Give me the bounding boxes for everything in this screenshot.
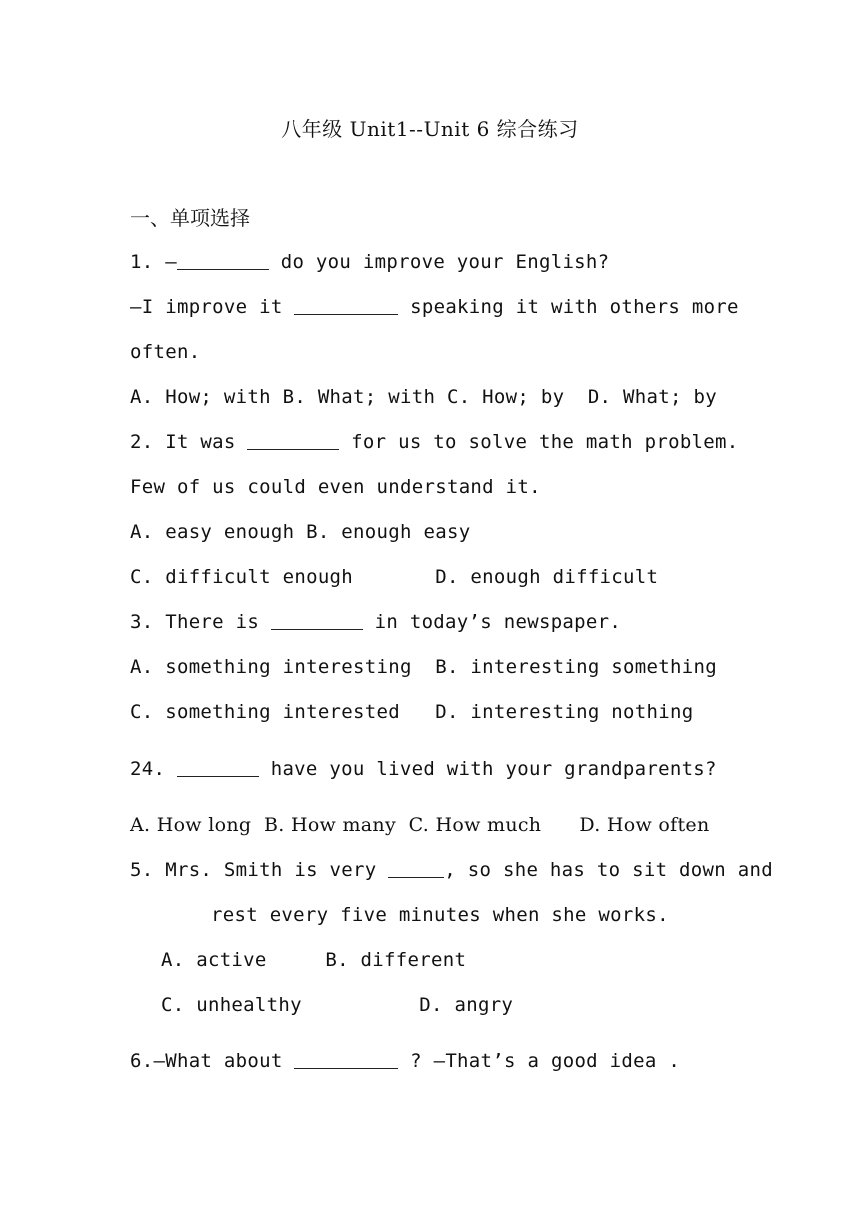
question-1-line-2-text: —I improve it bbox=[130, 296, 295, 318]
question-3-options-2: C. something interested D. interesting nothing bbox=[130, 701, 694, 723]
section-heading: 一、单项选择 bbox=[130, 206, 250, 230]
question-4-text: 24. bbox=[130, 758, 177, 780]
question-5-rest: , so she has to sit down and bbox=[444, 859, 773, 881]
answer-blank bbox=[388, 859, 444, 878]
question-1-text: do you improve your English? bbox=[268, 251, 610, 273]
question-2 bbox=[130, 431, 739, 453]
answer-blank bbox=[294, 1050, 398, 1069]
question-6-rest: ? –That’s a good idea . bbox=[398, 1050, 681, 1072]
question-6-text: 6.—What about bbox=[130, 1050, 295, 1072]
question-1-number: 1. — bbox=[130, 251, 177, 273]
question-2-options-2: C. difficult enough D. enough difficult bbox=[130, 566, 659, 588]
question-4-options: A. How long B. How many C. How much D. How often bbox=[130, 814, 710, 836]
question-3-text: 3. There is bbox=[130, 611, 271, 633]
question-4-rest: have you lived with your grandparents? bbox=[258, 758, 717, 780]
answer-blank bbox=[177, 251, 269, 270]
question-1-line-2 bbox=[130, 296, 739, 318]
question-5 bbox=[130, 859, 773, 881]
question-2-options-1: A. easy enough B. enough easy bbox=[130, 521, 471, 543]
question-3-options-1: A. something interesting B. interesting something bbox=[130, 656, 717, 678]
answer-blank bbox=[271, 611, 363, 630]
question-1-line-2-rest: speaking it with others more bbox=[398, 296, 739, 318]
answer-blank bbox=[177, 758, 259, 777]
question-1 bbox=[130, 251, 609, 273]
question-5-options-1: A. active B. different bbox=[161, 949, 467, 971]
question-2-text: 2. It was bbox=[130, 431, 248, 453]
question-1-options: A. How; with B. What; with C. How; by D. What; by bbox=[130, 386, 717, 408]
question-3-rest: in today’s newspaper. bbox=[362, 611, 622, 633]
answer-blank bbox=[247, 431, 339, 450]
page-title: 八年级 Unit1--Unit 6 综合练习 bbox=[281, 117, 579, 141]
answer-blank bbox=[294, 296, 398, 315]
question-2-line-2: Few of us could even understand it. bbox=[130, 476, 541, 498]
question-6 bbox=[130, 1050, 680, 1072]
question-3 bbox=[130, 611, 621, 633]
question-4 bbox=[130, 758, 717, 780]
question-5-options-2: C. unhealthy D. angry bbox=[161, 994, 514, 1016]
question-1-line-3: often. bbox=[130, 341, 201, 363]
question-5-line-2: rest every five minutes when she works. bbox=[211, 904, 669, 926]
question-2-rest: for us to solve the math problem. bbox=[339, 431, 739, 453]
question-5-text: 5. Mrs. Smith is very bbox=[130, 859, 389, 881]
